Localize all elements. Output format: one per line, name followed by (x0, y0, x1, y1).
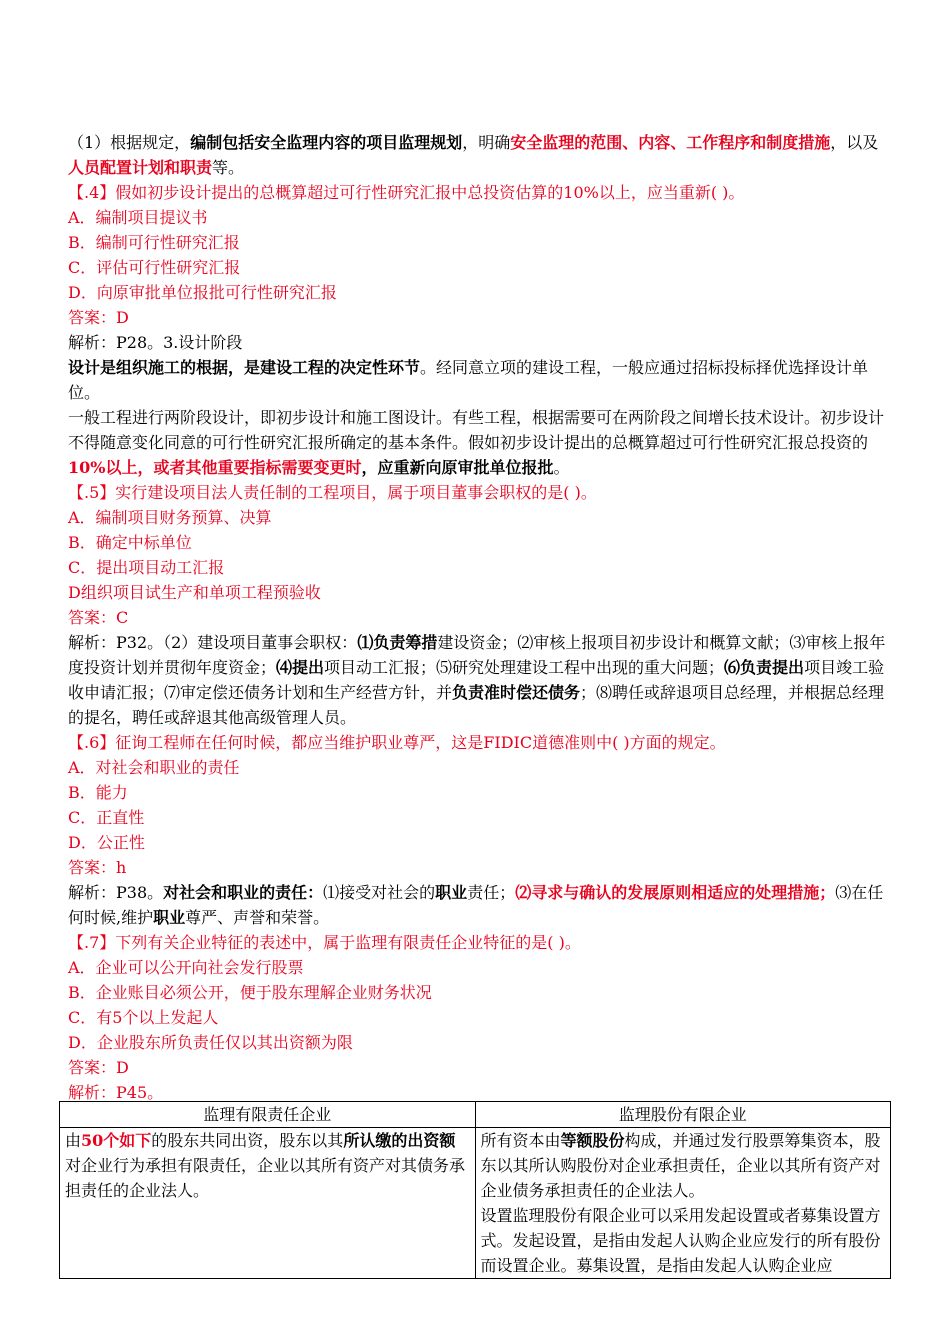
bold-text: ，应重新向原审批单位报批 (361, 458, 554, 477)
q7-option-d: D．企业股东所负责任仅以其出资额为限 (68, 1033, 353, 1052)
q4-option-a: A．编制项目提议书 (68, 208, 208, 227)
table-cell-right (475, 1128, 891, 1279)
table-cell-left (60, 1128, 476, 1279)
q4-option-b: B．编制可行性研究汇报 (68, 233, 240, 252)
q5-option-b: B．确定中标单位 (68, 533, 192, 552)
q4-answer: 答案：D (68, 308, 129, 327)
q7-option-b: B．企业账目必须公开，便于股东理解企业财务状况 (68, 983, 432, 1002)
text: 项目动工汇报；⑸研究处理建设工程中出现的重大问题； (324, 658, 725, 677)
text: 建设资金；⑵审核上报项目初步设计和概算文献；⑶审核上报年度投资计划并贯彻年度资金； (68, 633, 886, 677)
table-row (60, 1128, 891, 1279)
text: ；⑻聘任或辞退项目总经理，并根据总经理的提名，聘任或辞退其他高级管理人员。 (68, 683, 885, 727)
text: 由 (65, 1131, 82, 1150)
bold-text: ⑷提出 (276, 658, 325, 677)
q4-option-d: D．向原审批单位报批可行性研究汇报 (68, 283, 337, 302)
text: 设置监理股份有限企业可以采用发起设置或者募集设置方式。发起设置，是指由发起人认购企业应发行的所有股份而设置企业。募集设置，是指由发起人认购企业应 (480, 1206, 881, 1275)
q6-answer: 答案：h (68, 858, 127, 877)
q7-option-c: C．有5个以上发起人 (68, 1008, 219, 1027)
question-6: 【.6】征询工程师在任何时候，都应当维护职业尊严，这是FIDIC道德准则中( )方面的规定。 (68, 733, 726, 752)
table-header-cell: 监理有限责任企业 (60, 1102, 476, 1128)
text: 责任； (467, 883, 516, 902)
text: 尊严、声誉和荣誉。 (185, 908, 330, 927)
q5-option-c: C．提出项目动工汇报 (68, 558, 225, 577)
bold-text: 编制包括安全监理内容的项目监理规划 (190, 133, 463, 152)
highlight-text: 50个如下 (81, 1131, 152, 1150)
text: （1）根据规定， (68, 133, 191, 152)
q5-option-a: A．编制项目财务预算、决算 (68, 508, 272, 527)
q7-analysis: 解析：P45。 (68, 1083, 164, 1102)
bold-text: 职业 (435, 883, 468, 902)
highlight-text: 安全监理的范围、内容、工作程序和制度措施 (510, 133, 831, 152)
q5-answer: 答案：C (68, 608, 129, 627)
bold-text: 职业 (153, 908, 186, 927)
text: ⑶在任何时候,维护 (68, 883, 884, 927)
text: ，以及 (830, 133, 879, 152)
table-header-row (60, 1102, 891, 1128)
text: 对企业行为承担有限责任，企业以其所有资产对其债务承担责任的企业法人。 (65, 1156, 466, 1200)
question-7: 【.7】下列有关企业特征的表述中，属于监理有限责任企业特征的是( )。 (68, 933, 581, 952)
text: 构成，并通过发行股票筹集资本，股东以其所认购股份对企业承担责任，企业以其所有资产对企业债务承担责任的企业法人。 (480, 1131, 881, 1200)
bold-text: 设计是组织施工的根据，是建设工程的决定性环节 (68, 358, 421, 377)
comparison-table (59, 1101, 891, 1279)
question-4: 【.4】假如初步设计提出的总概算超过可行性研究汇报中总投资估算的10%以上，应当重新( )。 (68, 183, 745, 202)
bold-text: ⑴负责筹措 (357, 633, 438, 652)
bold-text: 对社会和职业的责任： (163, 883, 324, 902)
question-5: 【.5】实行建设项目法人责任制的工程项目，属于项目董事会职权的是( )。 (68, 483, 597, 502)
document-body (68, 130, 890, 1105)
text: ，明确 (462, 133, 511, 152)
q6-option-b: B．能力 (68, 783, 128, 802)
text: 。经同意立项的建设工程，一般应通过招标投标择优选择设计单位。 (68, 358, 869, 402)
text: 所有资本由 (480, 1131, 561, 1150)
text: 项目竣工验收申请汇报；⑺审定偿还债务计划和生产经营方针，并 (68, 658, 885, 702)
highlight-text: 10%以上，或者其他重要指标需要变更时 (68, 458, 362, 477)
q6-analysis (68, 880, 890, 930)
text: 。 (553, 458, 570, 477)
q6-option-c: C．正直性 (68, 808, 145, 827)
bold-text: 负责准时偿还债务 (452, 683, 581, 702)
text: 解析：P32。（2）建设项目董事会职权： (68, 633, 358, 652)
text: 解析：P38。 (68, 883, 164, 902)
q6-option-d: D．公正性 (68, 833, 145, 852)
highlight-text: 人员配置计划和职责 (68, 158, 213, 177)
q4-option-c: C．评估可行性研究汇报 (68, 258, 241, 277)
text: 的股东共同出资，股东以其 (151, 1131, 344, 1150)
q4-analysis: 解析：P28。3.设计阶段 (68, 333, 243, 352)
q5-option-d: D组织项目试生产和单项工程预验收 (68, 583, 321, 602)
text: ⑴接受对社会的 (323, 883, 436, 902)
text: 等。 (212, 158, 245, 177)
q6-option-a: A．对社会和职业的责任 (68, 758, 240, 777)
q7-option-a: A．企业可以公开向社会发行股票 (68, 958, 304, 977)
bold-text: 所认缴的出资额 (343, 1131, 456, 1150)
q7-answer: 答案：D (68, 1058, 129, 1077)
q5-analysis (68, 630, 890, 730)
intro-paragraph (68, 130, 890, 180)
text: 一般工程进行两阶段设计，即初步设计和施工图设计。有些工程，根据需要可在两阶段之间增长技术设计。初步设计不得随意变化同意的可行性研究汇报所确定的基本条件。假如初步设计提出的总概算超过可行性研究汇报总投资的 (68, 408, 885, 452)
q4-para2 (68, 405, 890, 480)
bold-text: ⑹负责提出 (724, 658, 805, 677)
highlight-text: ⑵寻求与确认的发展原则相适应的处理措施； (515, 883, 836, 902)
q4-para1 (68, 355, 890, 405)
table-header-cell: 监理股份有限企业 (475, 1102, 891, 1128)
bold-text: 等额股份 (560, 1131, 625, 1150)
